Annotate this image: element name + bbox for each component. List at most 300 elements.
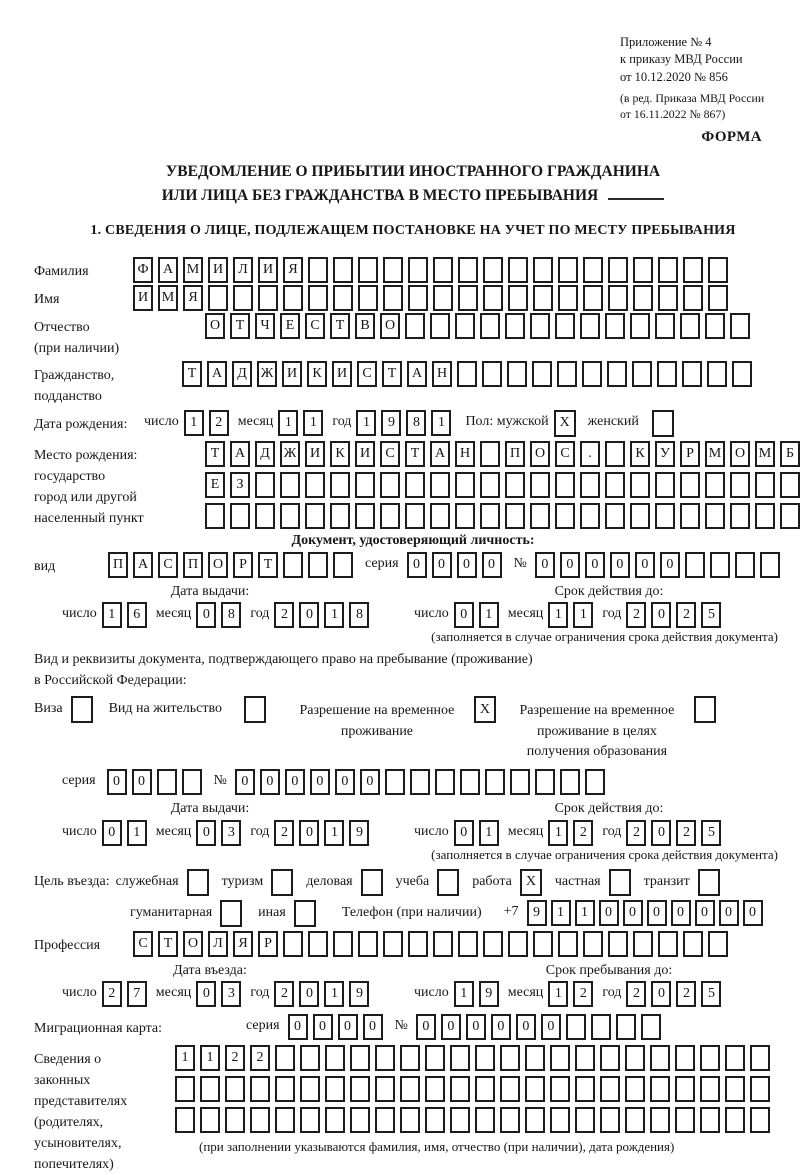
char-box[interactable] [383, 257, 403, 283]
char-box[interactable] [557, 361, 577, 387]
edu-permit-checkbox[interactable] [694, 696, 716, 723]
char-box[interactable]: 1 [200, 1045, 220, 1071]
char-box[interactable]: 0 [132, 769, 152, 795]
char-box[interactable]: Ж [280, 441, 300, 467]
char-box[interactable]: Т [230, 313, 250, 339]
char-box[interactable] [525, 1076, 545, 1102]
char-box[interactable]: 2 [274, 981, 294, 1007]
char-box[interactable] [400, 1045, 420, 1071]
char-box[interactable] [755, 503, 775, 529]
char-box[interactable] [550, 1076, 570, 1102]
char-box[interactable]: 1 [102, 602, 122, 628]
char-box[interactable]: 1 [431, 410, 451, 436]
char-box[interactable] [632, 361, 652, 387]
char-box[interactable]: К [630, 441, 650, 467]
char-box[interactable] [707, 361, 727, 387]
char-box[interactable] [580, 472, 600, 498]
char-box[interactable] [405, 503, 425, 529]
char-box[interactable]: . [580, 441, 600, 467]
char-box[interactable]: 0 [454, 820, 474, 846]
char-box[interactable]: 0 [432, 552, 452, 578]
char-box[interactable]: 1 [551, 900, 571, 926]
char-box[interactable]: 0 [102, 820, 122, 846]
char-box[interactable] [675, 1045, 695, 1071]
char-box[interactable] [575, 1076, 595, 1102]
char-box[interactable] [657, 361, 677, 387]
char-box[interactable] [658, 285, 678, 311]
char-box[interactable] [275, 1107, 295, 1133]
char-box[interactable] [280, 503, 300, 529]
char-box[interactable] [305, 503, 325, 529]
purpose-checkbox[interactable] [361, 869, 383, 896]
char-box[interactable] [483, 285, 503, 311]
char-box[interactable] [355, 503, 375, 529]
char-box[interactable] [558, 931, 578, 957]
char-box[interactable]: 0 [541, 1014, 561, 1040]
char-box[interactable]: 1 [184, 410, 204, 436]
char-box[interactable] [430, 313, 450, 339]
char-box[interactable]: 9 [349, 981, 369, 1007]
char-box[interactable] [405, 472, 425, 498]
char-box[interactable]: 0 [285, 769, 305, 795]
char-box[interactable] [480, 503, 500, 529]
char-box[interactable]: О [730, 441, 750, 467]
char-box[interactable] [175, 1107, 195, 1133]
char-box[interactable] [605, 503, 625, 529]
char-box[interactable] [283, 285, 303, 311]
char-box[interactable]: 9 [381, 410, 401, 436]
char-box[interactable]: С [305, 313, 325, 339]
char-box[interactable] [275, 1076, 295, 1102]
char-box[interactable] [333, 257, 353, 283]
char-box[interactable] [550, 1107, 570, 1133]
char-box[interactable] [630, 472, 650, 498]
char-box[interactable]: 0 [416, 1014, 436, 1040]
char-box[interactable] [760, 552, 780, 578]
char-box[interactable]: О [208, 552, 228, 578]
char-box[interactable] [430, 503, 450, 529]
char-box[interactable]: Л [233, 257, 253, 283]
char-box[interactable] [333, 931, 353, 957]
char-box[interactable] [730, 503, 750, 529]
char-box[interactable] [458, 285, 478, 311]
char-box[interactable]: 2 [676, 981, 696, 1007]
char-box[interactable]: И [282, 361, 302, 387]
char-box[interactable] [308, 257, 328, 283]
char-box[interactable]: И [332, 361, 352, 387]
char-box[interactable] [425, 1107, 445, 1133]
char-box[interactable]: 1 [278, 410, 298, 436]
purpose-checkbox[interactable] [294, 900, 316, 927]
char-box[interactable] [350, 1107, 370, 1133]
char-box[interactable] [725, 1107, 745, 1133]
char-box[interactable]: А [430, 441, 450, 467]
char-box[interactable]: 1 [175, 1045, 195, 1071]
char-box[interactable]: М [183, 257, 203, 283]
char-box[interactable]: 0 [585, 552, 605, 578]
char-box[interactable]: 0 [660, 552, 680, 578]
char-box[interactable]: А [407, 361, 427, 387]
char-box[interactable] [500, 1045, 520, 1071]
char-box[interactable] [425, 1045, 445, 1071]
char-box[interactable] [780, 503, 800, 529]
char-box[interactable] [433, 285, 453, 311]
char-box[interactable] [383, 285, 403, 311]
char-box[interactable]: 2 [225, 1045, 245, 1071]
char-box[interactable] [750, 1045, 770, 1071]
char-box[interactable] [300, 1076, 320, 1102]
char-box[interactable] [325, 1045, 345, 1071]
char-box[interactable]: С [133, 931, 153, 957]
char-box[interactable]: 0 [466, 1014, 486, 1040]
char-box[interactable] [480, 472, 500, 498]
char-box[interactable] [600, 1045, 620, 1071]
char-box[interactable] [708, 931, 728, 957]
char-box[interactable] [385, 769, 405, 795]
char-box[interactable] [380, 503, 400, 529]
char-box[interactable] [580, 503, 600, 529]
char-box[interactable] [157, 769, 177, 795]
char-box[interactable]: 1 [356, 410, 376, 436]
char-box[interactable]: 1 [454, 981, 474, 1007]
char-box[interactable] [530, 313, 550, 339]
char-box[interactable] [530, 503, 550, 529]
char-box[interactable]: 2 [274, 820, 294, 846]
char-box[interactable] [457, 361, 477, 387]
char-box[interactable] [566, 1014, 586, 1040]
char-box[interactable] [650, 1045, 670, 1071]
char-box[interactable] [482, 361, 502, 387]
char-box[interactable] [508, 931, 528, 957]
char-box[interactable] [555, 313, 575, 339]
char-box[interactable]: 0 [338, 1014, 358, 1040]
char-box[interactable]: С [555, 441, 575, 467]
char-box[interactable]: 9 [527, 900, 547, 926]
char-box[interactable] [475, 1076, 495, 1102]
residence-permit-checkbox[interactable] [244, 696, 266, 723]
char-box[interactable]: С [380, 441, 400, 467]
char-box[interactable] [480, 313, 500, 339]
char-box[interactable] [580, 313, 600, 339]
char-box[interactable] [732, 361, 752, 387]
char-box[interactable] [350, 1045, 370, 1071]
purpose-checkbox[interactable] [609, 869, 631, 896]
char-box[interactable] [208, 285, 228, 311]
purpose-checkbox[interactable] [187, 869, 209, 896]
char-box[interactable] [283, 552, 303, 578]
char-box[interactable]: 1 [548, 602, 568, 628]
char-box[interactable] [300, 1107, 320, 1133]
char-box[interactable]: 1 [575, 900, 595, 926]
char-box[interactable]: 8 [349, 602, 369, 628]
char-box[interactable]: 0 [299, 981, 319, 1007]
char-box[interactable] [575, 1045, 595, 1071]
char-box[interactable]: Н [432, 361, 452, 387]
purpose-checkbox[interactable] [271, 869, 293, 896]
char-box[interactable] [558, 285, 578, 311]
char-box[interactable] [458, 257, 478, 283]
char-box[interactable]: 0 [743, 900, 763, 926]
char-box[interactable]: 9 [479, 981, 499, 1007]
male-checkbox[interactable]: X [554, 410, 576, 437]
char-box[interactable] [200, 1107, 220, 1133]
char-box[interactable] [300, 1045, 320, 1071]
char-box[interactable] [605, 313, 625, 339]
char-box[interactable] [560, 769, 580, 795]
char-box[interactable] [705, 313, 725, 339]
char-box[interactable] [725, 1045, 745, 1071]
char-box[interactable] [583, 257, 603, 283]
char-box[interactable]: 0 [360, 769, 380, 795]
char-box[interactable] [330, 472, 350, 498]
char-box[interactable] [205, 503, 225, 529]
purpose-checkbox[interactable] [698, 869, 720, 896]
purpose-checkbox[interactable] [437, 869, 459, 896]
char-box[interactable] [616, 1014, 636, 1040]
char-box[interactable] [625, 1076, 645, 1102]
char-box[interactable] [585, 769, 605, 795]
char-box[interactable] [308, 285, 328, 311]
char-box[interactable]: Т [258, 552, 278, 578]
char-box[interactable] [175, 1076, 195, 1102]
char-box[interactable] [650, 1076, 670, 1102]
char-box[interactable]: 7 [127, 981, 147, 1007]
char-box[interactable]: К [330, 441, 350, 467]
char-box[interactable] [655, 503, 675, 529]
char-box[interactable]: 1 [324, 602, 344, 628]
char-box[interactable]: 1 [324, 981, 344, 1007]
char-box[interactable]: 8 [221, 602, 241, 628]
char-box[interactable] [700, 1076, 720, 1102]
char-box[interactable] [630, 503, 650, 529]
char-box[interactable]: М [705, 441, 725, 467]
char-box[interactable]: Д [255, 441, 275, 467]
char-box[interactable]: 0 [260, 769, 280, 795]
char-box[interactable] [625, 1045, 645, 1071]
char-box[interactable] [430, 472, 450, 498]
char-box[interactable]: 0 [441, 1014, 461, 1040]
char-box[interactable]: 0 [299, 820, 319, 846]
char-box[interactable]: И [258, 257, 278, 283]
char-box[interactable]: 2 [626, 981, 646, 1007]
char-box[interactable]: 0 [623, 900, 643, 926]
char-box[interactable]: 2 [626, 602, 646, 628]
char-box[interactable] [555, 503, 575, 529]
char-box[interactable]: 0 [535, 552, 555, 578]
char-box[interactable]: 2 [274, 602, 294, 628]
char-box[interactable] [780, 472, 800, 498]
char-box[interactable]: 0 [196, 981, 216, 1007]
char-box[interactable] [700, 1107, 720, 1133]
char-box[interactable] [460, 769, 480, 795]
char-box[interactable]: Д [232, 361, 252, 387]
char-box[interactable]: Т [405, 441, 425, 467]
char-box[interactable] [358, 285, 378, 311]
purpose-checkbox[interactable] [220, 900, 242, 927]
char-box[interactable]: Н [455, 441, 475, 467]
char-box[interactable]: Я [283, 257, 303, 283]
char-box[interactable]: 2 [209, 410, 229, 436]
char-box[interactable]: Е [205, 472, 225, 498]
char-box[interactable]: Т [205, 441, 225, 467]
char-box[interactable] [505, 503, 525, 529]
char-box[interactable]: 1 [573, 602, 593, 628]
char-box[interactable] [655, 472, 675, 498]
char-box[interactable] [433, 257, 453, 283]
char-box[interactable] [280, 472, 300, 498]
char-box[interactable] [750, 1076, 770, 1102]
char-box[interactable]: 0 [299, 602, 319, 628]
char-box[interactable]: 3 [221, 981, 241, 1007]
char-box[interactable] [400, 1076, 420, 1102]
char-box[interactable]: Я [233, 931, 253, 957]
char-box[interactable] [608, 257, 628, 283]
char-box[interactable] [533, 931, 553, 957]
char-box[interactable] [250, 1107, 270, 1133]
char-box[interactable]: 0 [651, 820, 671, 846]
char-box[interactable]: С [357, 361, 377, 387]
char-box[interactable] [405, 313, 425, 339]
char-box[interactable] [455, 503, 475, 529]
char-box[interactable] [583, 285, 603, 311]
char-box[interactable]: С [158, 552, 178, 578]
char-box[interactable]: Т [182, 361, 202, 387]
char-box[interactable] [680, 503, 700, 529]
char-box[interactable]: Р [258, 931, 278, 957]
char-box[interactable] [225, 1107, 245, 1133]
char-box[interactable]: О [530, 441, 550, 467]
char-box[interactable] [433, 931, 453, 957]
char-box[interactable]: 0 [491, 1014, 511, 1040]
char-box[interactable] [583, 931, 603, 957]
char-box[interactable]: Т [330, 313, 350, 339]
char-box[interactable] [283, 931, 303, 957]
char-box[interactable]: 2 [250, 1045, 270, 1071]
char-box[interactable]: 1 [127, 820, 147, 846]
char-box[interactable]: И [133, 285, 153, 311]
char-box[interactable]: У [655, 441, 675, 467]
char-box[interactable]: Ж [257, 361, 277, 387]
char-box[interactable] [200, 1076, 220, 1102]
char-box[interactable]: М [158, 285, 178, 311]
char-box[interactable] [325, 1107, 345, 1133]
char-box[interactable] [525, 1045, 545, 1071]
char-box[interactable]: 8 [406, 410, 426, 436]
char-box[interactable] [230, 503, 250, 529]
char-box[interactable]: А [230, 441, 250, 467]
char-box[interactable] [655, 313, 675, 339]
char-box[interactable] [182, 769, 202, 795]
char-box[interactable]: 1 [479, 820, 499, 846]
char-box[interactable] [633, 257, 653, 283]
char-box[interactable] [730, 313, 750, 339]
char-box[interactable] [675, 1107, 695, 1133]
char-box[interactable] [450, 1107, 470, 1133]
char-box[interactable]: 0 [288, 1014, 308, 1040]
char-box[interactable]: О [183, 931, 203, 957]
char-box[interactable] [233, 285, 253, 311]
char-box[interactable]: 0 [671, 900, 691, 926]
char-box[interactable] [483, 931, 503, 957]
char-box[interactable] [508, 257, 528, 283]
char-box[interactable] [375, 1107, 395, 1133]
char-box[interactable]: 0 [407, 552, 427, 578]
char-box[interactable] [510, 769, 530, 795]
char-box[interactable] [658, 257, 678, 283]
char-box[interactable] [350, 1076, 370, 1102]
char-box[interactable] [683, 257, 703, 283]
char-box[interactable]: 1 [548, 820, 568, 846]
char-box[interactable]: 0 [457, 552, 477, 578]
char-box[interactable] [682, 361, 702, 387]
char-box[interactable]: 1 [303, 410, 323, 436]
char-box[interactable]: 2 [573, 981, 593, 1007]
char-box[interactable]: 0 [363, 1014, 383, 1040]
char-box[interactable]: О [205, 313, 225, 339]
char-box[interactable] [505, 313, 525, 339]
char-box[interactable] [255, 503, 275, 529]
char-box[interactable]: В [355, 313, 375, 339]
char-box[interactable]: 2 [573, 820, 593, 846]
char-box[interactable] [755, 472, 775, 498]
char-box[interactable]: 5 [701, 820, 721, 846]
char-box[interactable]: 0 [196, 602, 216, 628]
char-box[interactable]: 2 [102, 981, 122, 1007]
char-box[interactable]: 9 [349, 820, 369, 846]
char-box[interactable] [435, 769, 455, 795]
char-box[interactable]: 0 [313, 1014, 333, 1040]
char-box[interactable]: 2 [626, 820, 646, 846]
char-box[interactable] [600, 1107, 620, 1133]
char-box[interactable] [641, 1014, 661, 1040]
char-box[interactable] [483, 257, 503, 283]
char-box[interactable] [730, 472, 750, 498]
char-box[interactable]: 0 [482, 552, 502, 578]
char-box[interactable] [375, 1076, 395, 1102]
char-box[interactable]: Ч [255, 313, 275, 339]
char-box[interactable]: 0 [560, 552, 580, 578]
char-box[interactable] [708, 285, 728, 311]
char-box[interactable] [450, 1045, 470, 1071]
char-box[interactable]: Е [280, 313, 300, 339]
char-box[interactable] [550, 1045, 570, 1071]
char-box[interactable]: 0 [651, 981, 671, 1007]
char-box[interactable] [375, 1045, 395, 1071]
char-box[interactable]: М [755, 441, 775, 467]
char-box[interactable] [525, 1107, 545, 1133]
char-box[interactable] [358, 931, 378, 957]
char-box[interactable] [508, 285, 528, 311]
char-box[interactable]: 5 [701, 602, 721, 628]
char-box[interactable] [675, 1076, 695, 1102]
char-box[interactable] [608, 931, 628, 957]
char-box[interactable] [458, 931, 478, 957]
char-box[interactable] [575, 1107, 595, 1133]
char-box[interactable]: 1 [479, 602, 499, 628]
char-box[interactable] [358, 257, 378, 283]
char-box[interactable] [535, 769, 555, 795]
char-box[interactable]: 5 [701, 981, 721, 1007]
char-box[interactable]: И [208, 257, 228, 283]
char-box[interactable] [333, 552, 353, 578]
char-box[interactable] [507, 361, 527, 387]
char-box[interactable] [658, 931, 678, 957]
char-box[interactable] [650, 1107, 670, 1133]
char-box[interactable]: Т [158, 931, 178, 957]
char-box[interactable]: Б [780, 441, 800, 467]
char-box[interactable] [425, 1076, 445, 1102]
char-box[interactable] [680, 472, 700, 498]
